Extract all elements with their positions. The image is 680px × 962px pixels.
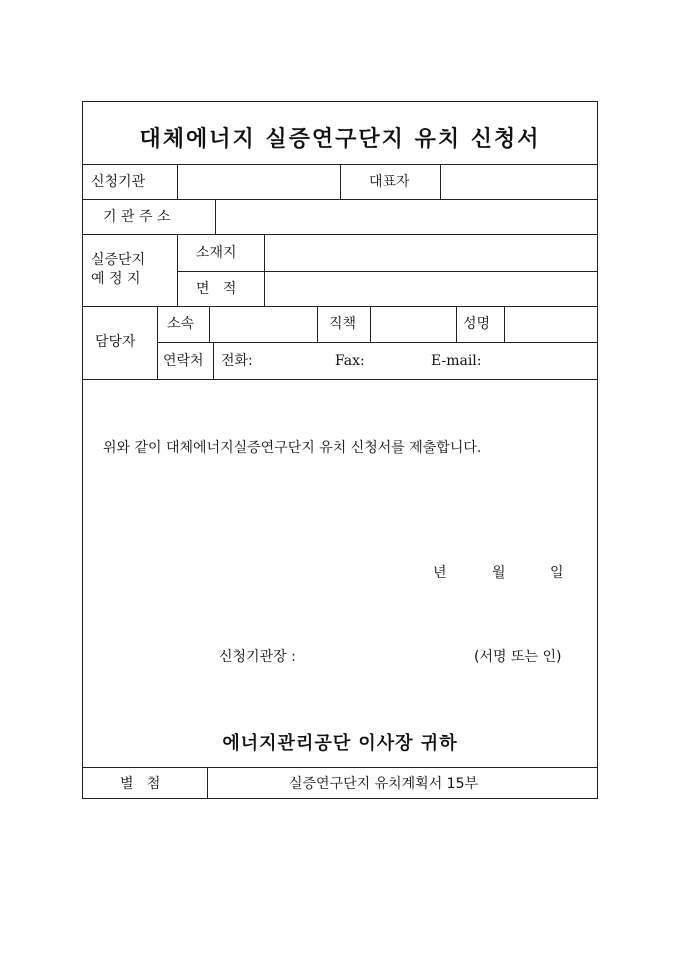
site-label-line2: 예 정 지 — [91, 271, 141, 287]
attachment-label: 별 첨 — [120, 776, 161, 792]
location-field[interactable] — [265, 235, 597, 271]
date-day[interactable]: 일 — [550, 565, 564, 581]
address-field[interactable] — [216, 200, 597, 234]
email-label[interactable]: E-mail: — [431, 353, 482, 369]
addressee: 에너지관리공단 이사장 귀하 — [222, 733, 458, 754]
col-divider — [213, 342, 214, 379]
form-title: 대체에너지 실증연구단지 유치 신청서 — [139, 126, 541, 152]
name-field[interactable] — [505, 307, 597, 342]
contact-info-label: 연락처 — [163, 353, 204, 369]
fax-label[interactable]: Fax: — [335, 353, 365, 369]
col-divider — [317, 306, 318, 342]
position-field[interactable] — [371, 307, 456, 342]
row-divider — [83, 767, 597, 768]
date-month[interactable]: 월 — [492, 565, 506, 581]
date-year[interactable]: 년 — [433, 565, 447, 581]
representative-field[interactable] — [441, 165, 597, 199]
col-divider — [456, 306, 457, 342]
affiliation-field[interactable] — [210, 307, 317, 342]
applicant-label: 신청기관 — [91, 174, 146, 190]
site-label-line1: 실증단지 — [91, 252, 146, 268]
attachment-value: 실증연구단지 유치계획서 15부 — [289, 776, 479, 792]
area-label: 면 적 — [196, 281, 237, 297]
applicant-head-label: 신청기관장 : — [219, 649, 296, 665]
contact-label: 담당자 — [95, 334, 136, 350]
signature-label[interactable]: (서명 또는 인) — [474, 649, 562, 665]
applicant-field[interactable] — [178, 165, 339, 199]
statement-text: 위와 같이 대체에너지실증연구단지 유치 신청서를 제출합니다. — [103, 440, 482, 456]
phone-label[interactable]: 전화: — [221, 353, 253, 369]
representative-label: 대표자 — [369, 174, 410, 190]
col-divider — [340, 164, 341, 199]
address-label: 기 관 주 소 — [103, 209, 171, 225]
location-label: 소재지 — [196, 245, 237, 261]
area-field[interactable] — [265, 272, 597, 306]
col-divider — [177, 234, 178, 306]
row-divider — [157, 342, 597, 343]
application-form — [82, 101, 598, 799]
col-divider — [157, 306, 158, 379]
position-label: 직책 — [329, 316, 357, 332]
row-divider — [83, 379, 597, 380]
affiliation-label: 소속 — [167, 316, 195, 332]
col-divider — [207, 767, 208, 799]
name-label: 성명 — [463, 316, 491, 332]
